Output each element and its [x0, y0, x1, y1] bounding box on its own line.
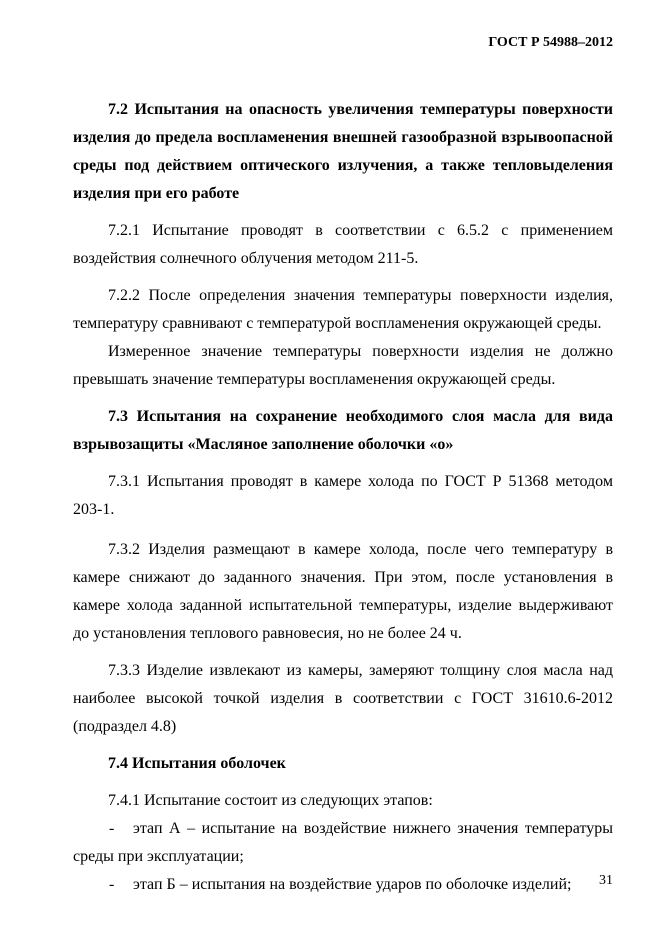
paragraph-7-3-2: 7.3.2 Изделия размещают в камере холода, после чего температуру в камере снижают до заданного значения. При этом, после установления в камере холода заданной испытательной температуры, изделие выдерживают до установления теплового равновесия, но не более 24 ч. — [73, 541, 613, 642]
paragraph-7-2-1: 7.2.1 Испытание проводят в соответствии с 6.5.2 с применением воздействия солнечного облучения методом 211-5. — [73, 222, 613, 267]
section-7-2-heading: 7.2 Испытания на опасность увеличения температуры поверхности изделия до предела воспламенения внешней газообразной взрывоопасной среды под действием оптического излучения, а также тепловыделения изделия при его работе — [73, 101, 613, 202]
section-7-4-heading: 7.4 Испытания оболочек — [108, 755, 286, 772]
paragraph-7-2-2-continued: Измеренное значение температуры поверхности изделия не должно превышать значение температуры воспламенения окружающей среды. — [73, 343, 613, 388]
page-number: 31 — [599, 873, 613, 888]
list-item-text: этап Б – испытания на воздействие ударов по оболочке изделий; — [133, 876, 572, 893]
paragraph-7-4-1: 7.4.1 Испытание состоит из следующих этапов: — [108, 792, 433, 809]
list-item-stage-a — [73, 815, 613, 871]
document-header-id: ГОСТ Р 54988–2012 — [488, 35, 613, 50]
list-dash: - — [109, 876, 115, 893]
list-dash: - — [109, 820, 115, 837]
list-item-stage-b — [73, 871, 613, 899]
paragraph-7-3-3: 7.3.3 Изделие извлекают из камеры, замеряют толщину слоя масла над наиболее высокой точкой изделия в соответствии с ГОСТ 31610.6-2012 (подраздел 4.8) — [73, 662, 613, 735]
section-7-3-heading: 7.3 Испытания на сохранение необходимого слоя масла для вида взрывозащиты «Масляное заполнение оболочки «о» — [73, 408, 613, 453]
paragraph-7-2-2: 7.2.2 После определения значения температуры поверхности изделия, температуру сравнивают с температурой воспламенения окружающей среды. — [73, 287, 613, 332]
paragraph-7-3-1: 7.3.1 Испытания проводят в камере холода по ГОСТ Р 51368 методом 203-1. — [73, 473, 613, 518]
list-item-text: этап А – испытание на воздействие нижнего значения температуры среды при эксплуатации; — [73, 820, 613, 865]
document-body — [73, 96, 613, 899]
